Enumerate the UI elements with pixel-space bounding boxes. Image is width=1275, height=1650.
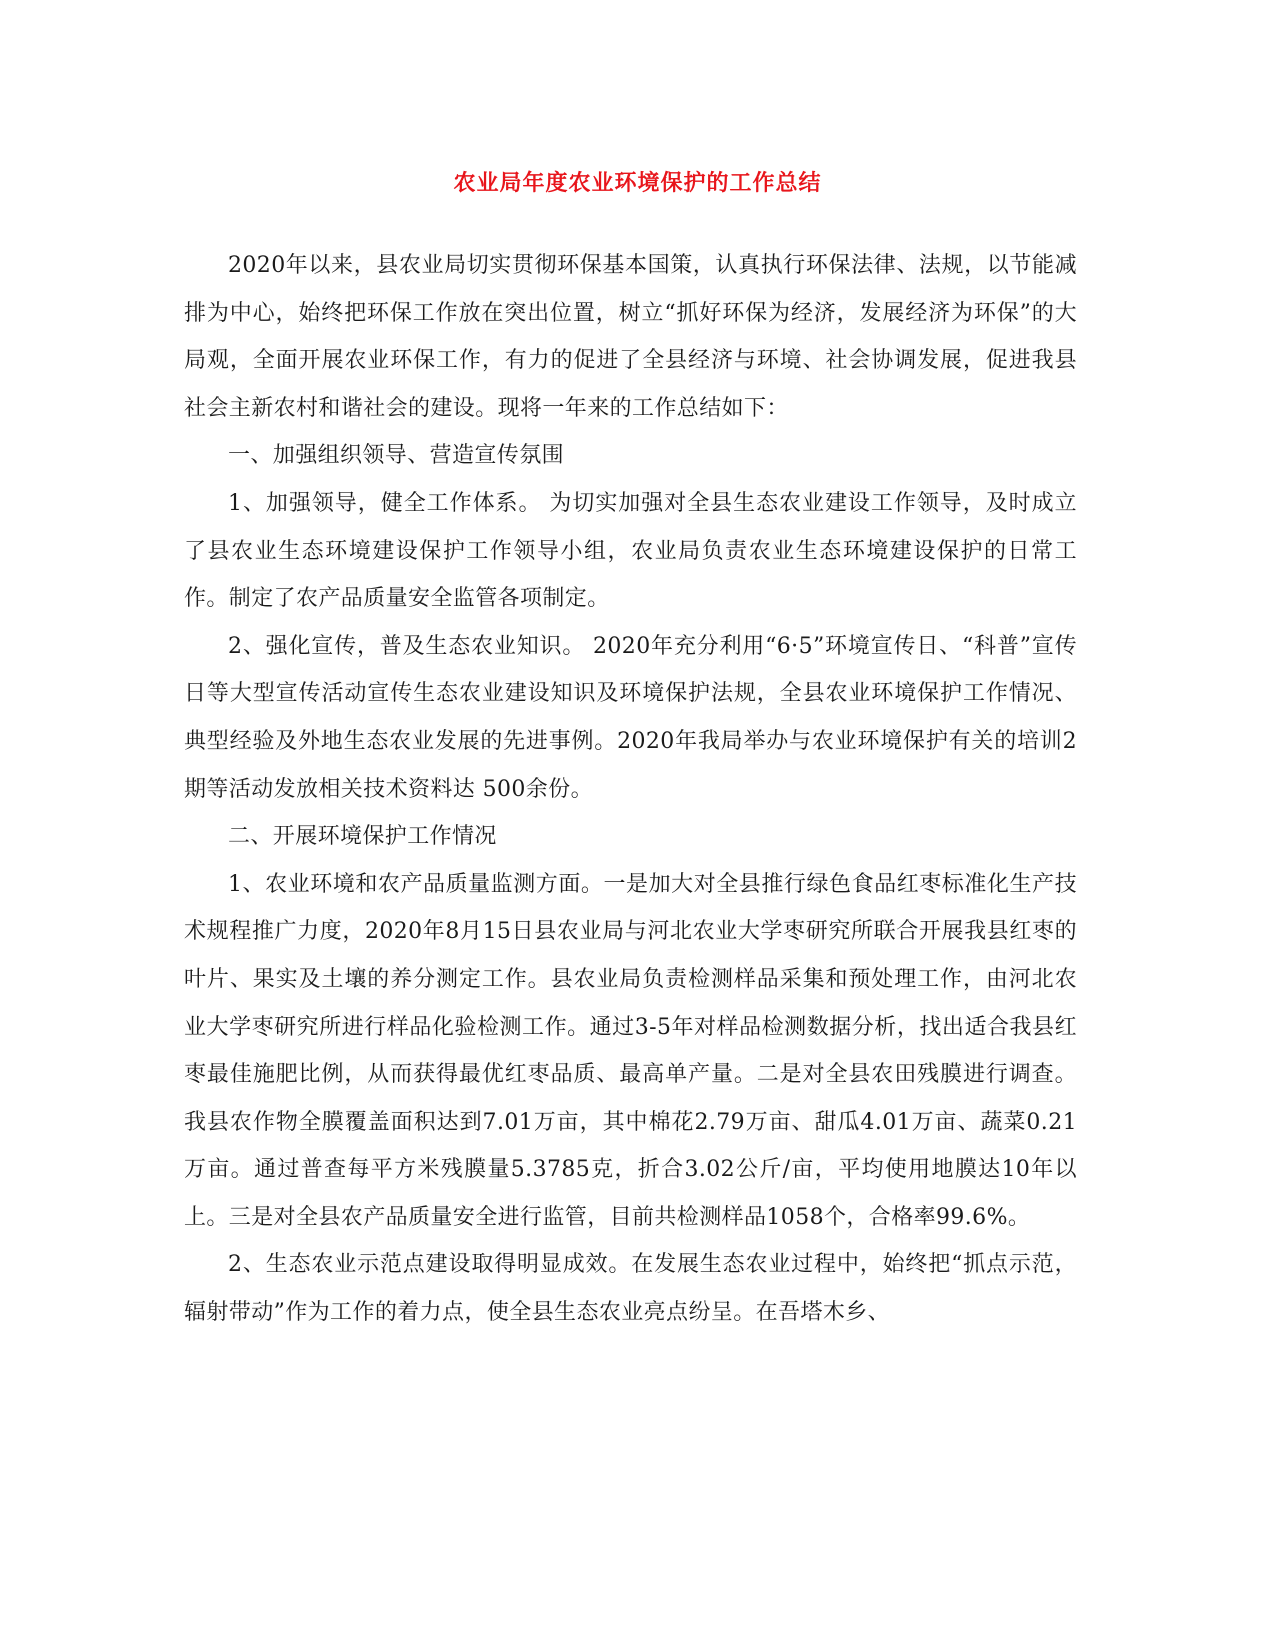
section-heading-1: 一、加强组织领导、营造宣传氛围 — [228, 443, 565, 469]
document-body — [184, 242, 1077, 1337]
paragraph-2-2: 2、生态农业示范点建设取得明显成效。在发展生态农业过程中，始终把“抓点示范，辐射带动”作为工作的着力点，使全县生态农业亮点纷呈。在吾塔木乡、 — [184, 1252, 1077, 1326]
paragraph-intro: 2020年以来，县农业局切实贯彻环保基本国策，认真执行环保法律、法规，以节能减排为中心，始终把环保工作放在突出位置，树立“抓好环保为经济，发展经济为环保”的大局观，全面开展农业环保工作，有力的促进了全县经济与环境、社会协调发展，促进我县社会主新农村和谐社会的建设。现将一年来的工作总结如下： — [184, 253, 1077, 421]
paragraph-1-1: 1、加强领导，健全工作体系。 为切实加强对全县生态农业建设工作领导，及时成立了县农业生态环境建设保护工作领导小组，农业局负责农业生态环境建设保护的日常工作。制定了农产品质量安全监管各项制定。 — [184, 490, 1077, 612]
paragraph-2-1: 1、农业环境和农产品质量监测方面。一是加大对全县推行绿色食品红枣标准化生产技术规程推广力度，2020年8月15日县农业局与河北农业大学枣研究所联合开展我县红枣的叶片、果实及土壤的养分测定工作。县农业局负责检测样品采集和预处理工作，由河北农业大学枣研究所进行样品化验检测工作。通过3-5年对样品检测数据分析，找出适合我县红枣最佳施肥比例，从而获得最优红枣品质、最高单产量。二是对全县农田残膜进行调查。我县农作物全膜覆盖面积达到7.01万亩，其中棉花2.79万亩、甜瓜4.01万亩、蔬菜0.21万亩。通过普查每平方米残膜量5.3785克，折合3.02公斤/亩，平均使用地膜达10年以上。三是对全县农产品质量安全进行监管，目前共检测样品1058个，合格率99.6%。 — [184, 871, 1077, 1230]
section-heading-2: 二、开展环境保护工作情况 — [228, 824, 497, 850]
paragraph-1-2: 2、强化宣传，普及生态农业知识。 2020年充分利用“6·5”环境宣传日、“科普”宣传日等大型宣传活动宣传生态农业建设知识及环境保护法规，全县农业环境保护工作情况、典型经验及外地生态农业发展的先进事例。2020年我局举办与农业环境保护有关的培训2期等活动发放相关技术资料达 500余份。 — [184, 633, 1077, 802]
document-title: 农业局年度农业环境保护的工作总结 — [453, 170, 822, 196]
